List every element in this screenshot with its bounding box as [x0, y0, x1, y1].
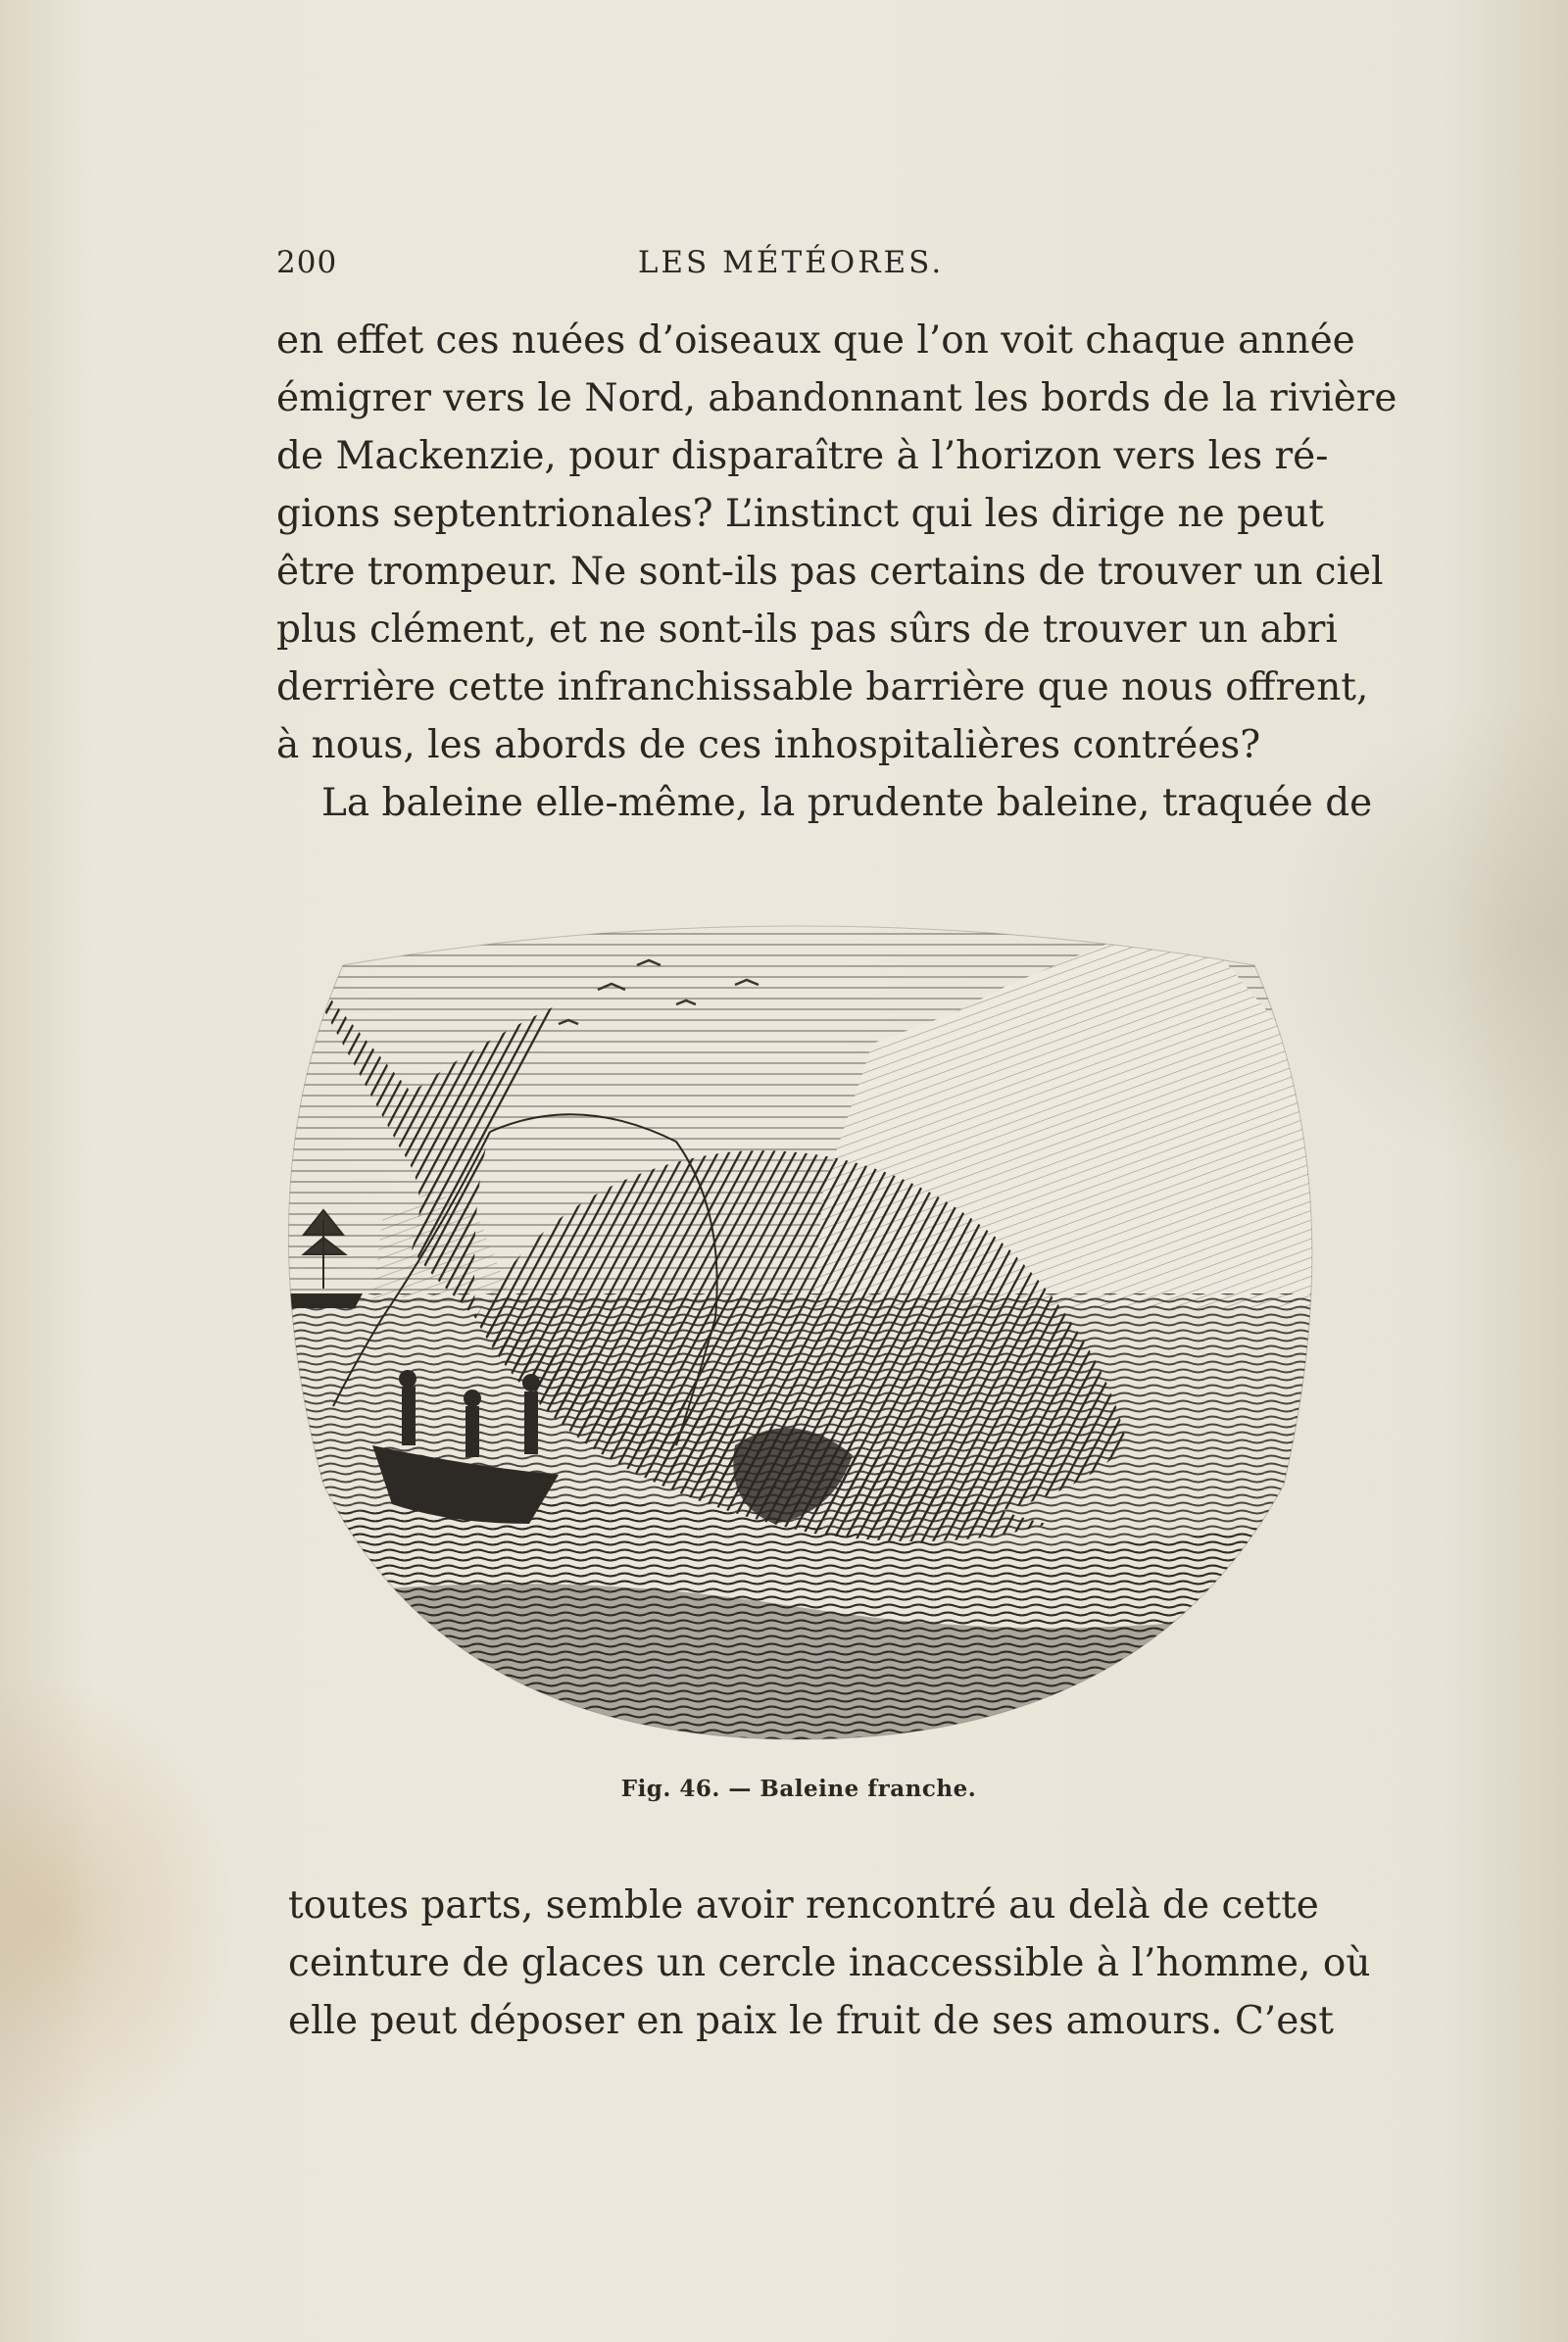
- text-line: La baleine elle-même, la prudente baleine, traquée de: [321, 781, 1373, 825]
- running-title: LES MÉTÉORES.: [637, 245, 945, 280]
- text-line: derrière cette infranchissable barrière que nous offrent,: [276, 665, 1369, 709]
- figure-caption: Fig. 46. — Baleine franche.: [620, 1776, 977, 1802]
- text-line: gions septentrionales? L’instinct qui les dirige ne peut: [276, 492, 1324, 536]
- text-line: en effet ces nuées d’oiseaux que l’on voit chaque année: [276, 318, 1355, 363]
- text-line: être trompeur. Ne sont-ils pas certains de trouver un ciel: [276, 550, 1384, 594]
- whale-engraving: [265, 897, 1333, 1749]
- text-line: de Mackenzie, pour disparaître à l’horizon vers les ré-: [276, 434, 1329, 478]
- text-line: ceinture de glaces un cercle inaccessible à l’homme, où: [288, 1941, 1371, 1985]
- text-line: à nous, les abords de ces inhospitalières contrées?: [276, 723, 1261, 767]
- text-line: plus clément, et ne sont-ils pas sûrs de trouver un abri: [276, 608, 1338, 652]
- text-line: émigrer vers le Nord, abandonnant les bords de la rivière: [276, 376, 1397, 420]
- paragraph-top: [276, 312, 1397, 832]
- running-head: [276, 245, 1305, 284]
- paragraph-bottom: [288, 1877, 1371, 2050]
- text-line: toutes parts, semble avoir rencontré au delà de cette: [288, 1883, 1319, 1927]
- page-number: 200: [276, 245, 338, 280]
- text-line: elle peut déposer en paix le fruit de ses amours. C’est: [288, 1999, 1334, 2043]
